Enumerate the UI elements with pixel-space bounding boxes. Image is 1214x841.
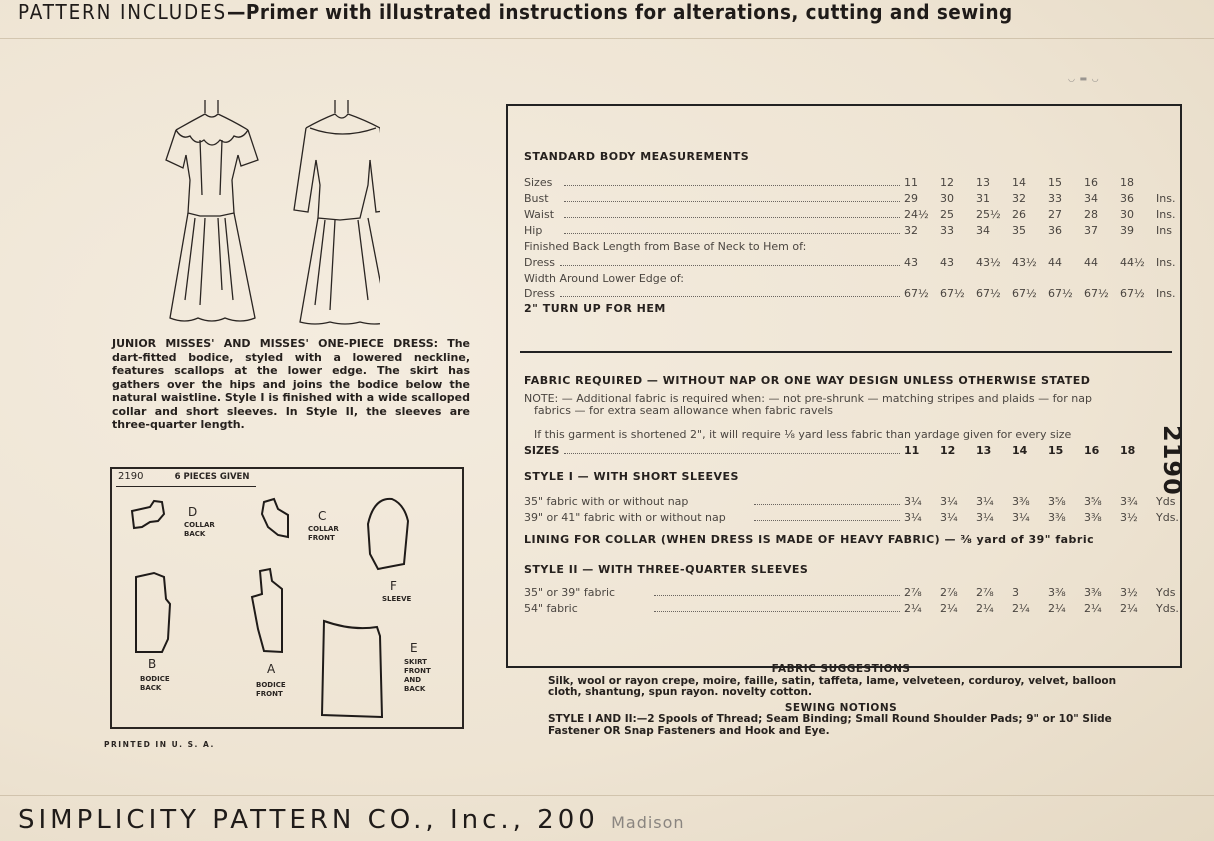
- row-value: 3½: [1120, 586, 1138, 599]
- row-label: Waist: [524, 208, 555, 221]
- row-value: 43½: [1012, 256, 1037, 269]
- measurement-row: [524, 224, 1170, 238]
- row-value: 34: [1084, 192, 1098, 205]
- row-unit: Yds: [1156, 586, 1176, 599]
- row-label: 35" or 39" fabric: [524, 586, 616, 599]
- row-value: 18: [1120, 176, 1134, 189]
- row-value: 15: [1048, 176, 1062, 189]
- row-value: 3⅜: [1084, 511, 1102, 524]
- row-label: Dress: [524, 287, 555, 300]
- style-1-dress-drawing: [166, 100, 258, 321]
- measurement-row: [524, 176, 1170, 190]
- row-value: 43: [904, 256, 918, 269]
- row-label: 39" or 41" fabric with or without nap: [524, 511, 726, 524]
- row-value: 2⅞: [976, 586, 994, 599]
- piece-label-collar-front: COLLAR FRONT: [308, 525, 339, 542]
- dot-leader: [564, 185, 900, 186]
- row-value: 67½: [904, 287, 929, 300]
- sleeve-shape: [368, 499, 408, 569]
- back-length-label: Finished Back Length from Base of Neck to Hem of:: [524, 240, 807, 253]
- bodice-front-shape: [252, 569, 282, 652]
- pattern-description: JUNIOR MISSES' AND MISSES' ONE-PIECE DRESS: The dart-fitted bodice, styled with a lowered neckline, features scallops at the lower edge. The skirt has gathers over the hips and joins the bodice below the natural waistline. Style I is finished with a wide scalloped collar and short sleeves. In Style II, the sleeves are three-quarter length.: [112, 337, 470, 431]
- row-label: Hip: [524, 224, 543, 237]
- row-value: 44½: [1120, 256, 1145, 269]
- dot-leader: [560, 296, 900, 297]
- row-value: 31: [976, 192, 990, 205]
- piece-label-skirt: SKIRT FRONT AND BACK: [404, 658, 431, 693]
- row-value: 2¼: [940, 602, 958, 615]
- row-value: 3¼: [940, 495, 958, 508]
- piece-letter-d: D: [188, 505, 198, 519]
- row-value: 36: [1120, 192, 1134, 205]
- dot-leader: [564, 201, 900, 202]
- printed-in-usa: PRINTED IN U. S. A.: [104, 740, 215, 749]
- fabric-required-title: FABRIC REQUIRED — WITHOUT NAP OR ONE WAY DESIGN UNLESS OTHERWISE STATED: [524, 374, 1091, 387]
- pattern-pieces-box: [110, 467, 464, 729]
- sewing-notions-title: SEWING NOTIONS: [784, 701, 898, 714]
- section-divider: [520, 351, 1172, 353]
- style-2-fabric-row: [524, 602, 1179, 616]
- pieces-pattern-number: 2190: [118, 471, 144, 482]
- bodice-back-shape: [136, 573, 170, 652]
- row-value: 12: [940, 444, 956, 457]
- fold-line: [0, 795, 1214, 796]
- row-value: 11: [904, 444, 920, 457]
- row-unit: Ins.: [1156, 287, 1176, 300]
- row-unit: Ins.: [1156, 208, 1176, 221]
- row-value: 32: [904, 224, 918, 237]
- row-value: 33: [1048, 192, 1062, 205]
- piece-label-bodice-front: BODICE FRONT: [256, 681, 286, 698]
- row-unit: Yds: [1156, 495, 1176, 508]
- piece-letter-b: B: [148, 657, 157, 671]
- dot-leader: [564, 217, 900, 218]
- row-value: 67½: [1048, 287, 1073, 300]
- row-value: 67½: [1012, 287, 1037, 300]
- row-value: 15: [1048, 444, 1064, 457]
- dot-leader: [564, 453, 900, 454]
- row-value: 2¼: [1048, 602, 1066, 615]
- row-value: 29: [904, 192, 918, 205]
- header-rest: —Primer with illustrated instructions for alterations, cutting and sewing: [227, 0, 1013, 24]
- row-unit: Ins.: [1156, 256, 1176, 269]
- row-value: 2⅞: [940, 586, 958, 599]
- width-row: [524, 287, 1176, 301]
- sewing-notions-text: STYLE I AND II:—2 Spools of Thread; Seam Binding; Small Round Shoulder Pads; 9" or 10" Slide Fastener OR Snap Fasteners and Hook and Eye.: [548, 713, 1112, 737]
- row-value: 18: [1120, 444, 1136, 457]
- row-value: 2¼: [976, 602, 994, 615]
- measurements-frame: [506, 104, 1182, 668]
- row-value: 3¼: [976, 495, 994, 508]
- row-value: 44: [1084, 256, 1098, 269]
- row-value: 3⅝: [1084, 495, 1102, 508]
- row-value: 2¼: [1120, 602, 1138, 615]
- row-value: 3½: [1120, 511, 1138, 524]
- row-value: 3⅜: [1048, 586, 1066, 599]
- row-value: 2¼: [904, 602, 922, 615]
- header-lead: PATTERN INCLUDES: [18, 0, 228, 24]
- row-value: 43: [940, 256, 954, 269]
- row-value: 3⅝: [1048, 495, 1066, 508]
- style-1-fabric-row: [524, 511, 1179, 525]
- fabric-note-line-1: NOTE: — Additional fabric is required when: — not pre-shrunk — matching stripes and plaids — for nap: [524, 392, 1092, 405]
- row-label: 35" fabric with or without nap: [524, 495, 689, 508]
- row-value: 13: [976, 176, 990, 189]
- style-2-dress-drawing: [294, 100, 380, 324]
- dot-leader: [560, 265, 900, 266]
- row-value: 26: [1012, 208, 1026, 221]
- style-2-title: STYLE II — WITH THREE-QUARTER SLEEVES: [524, 563, 809, 576]
- pattern-number-vertical: 2190: [1158, 425, 1186, 496]
- row-value: 3: [1012, 586, 1019, 599]
- row-label: Dress: [524, 256, 555, 269]
- row-unit: Ins.: [1156, 192, 1176, 205]
- row-label: Bust: [524, 192, 549, 205]
- row-value: 3¼: [976, 511, 994, 524]
- row-value: 3¼: [904, 511, 922, 524]
- piece-label-collar-back: COLLAR BACK: [184, 521, 215, 538]
- dot-leader: [754, 504, 900, 505]
- row-value: 2¼: [1012, 602, 1030, 615]
- row-value: 12: [940, 176, 954, 189]
- piece-letter-c: C: [318, 509, 327, 523]
- row-unit: Yds.: [1156, 602, 1179, 615]
- piece-label-bodice-back: BODICE BACK: [140, 675, 170, 692]
- row-label: SIZES: [524, 444, 560, 457]
- dress-illustrations: [140, 100, 380, 330]
- row-value: 39: [1120, 224, 1134, 237]
- piece-letter-f: F: [390, 579, 397, 593]
- row-value: 3⅜: [1012, 495, 1030, 508]
- dot-leader: [654, 611, 900, 612]
- dot-leader: [754, 520, 900, 521]
- faded-stamp: ◡ ▬ ◡: [1068, 74, 1100, 83]
- row-value: 34: [976, 224, 990, 237]
- row-value: 16: [1084, 444, 1100, 457]
- fabric-sizes-row: [524, 444, 1170, 458]
- row-value: 24½: [904, 208, 929, 221]
- row-value: 3⅜: [1084, 586, 1102, 599]
- row-value: 37: [1084, 224, 1098, 237]
- fabric-suggestions-title: FABRIC SUGGESTIONS: [771, 663, 911, 675]
- row-value: 44: [1048, 256, 1062, 269]
- piece-letter-a: A: [267, 662, 276, 676]
- row-unit: Ins: [1156, 224, 1172, 237]
- row-value: 33: [940, 224, 954, 237]
- row-value: 13: [976, 444, 992, 457]
- row-value: 30: [1120, 208, 1134, 221]
- style-1-title: STYLE I — WITH SHORT SLEEVES: [524, 470, 739, 483]
- dot-leader: [654, 595, 900, 596]
- company-address-faded: Madison: [611, 813, 685, 832]
- fabric-note-line-3: If this garment is shortened 2", it will require ⅛ yard less fabric than yardage given for every size: [534, 428, 1072, 441]
- header-banner: [18, 0, 1013, 24]
- row-value: 25: [940, 208, 954, 221]
- row-value: 30: [940, 192, 954, 205]
- collar-back-shape: [132, 501, 164, 528]
- row-value: 67½: [1120, 287, 1145, 300]
- pieces-count: 6 PIECES GIVEN: [174, 472, 250, 482]
- row-value: 35: [1012, 224, 1026, 237]
- row-value: 28: [1084, 208, 1098, 221]
- skirt-shape: [322, 621, 382, 717]
- fold-line: [0, 38, 1214, 39]
- style-1-fabric-row: [524, 495, 1176, 509]
- row-value: 36: [1048, 224, 1062, 237]
- row-value: 16: [1084, 176, 1098, 189]
- measurement-row: [524, 208, 1176, 222]
- row-value: 67½: [1084, 287, 1109, 300]
- row-value: 3¼: [904, 495, 922, 508]
- measurement-row: [524, 192, 1176, 206]
- piece-letter-e: E: [410, 641, 418, 655]
- dot-leader: [564, 233, 900, 234]
- row-value: 11: [904, 176, 918, 189]
- body-measurements-title: STANDARD BODY MEASUREMENTS: [524, 150, 750, 163]
- piece-label-sleeve: SLEEVE: [382, 595, 412, 603]
- row-value: 25½: [976, 208, 1001, 221]
- row-value: 32: [1012, 192, 1026, 205]
- row-value: 14: [1012, 176, 1026, 189]
- row-label: 54" fabric: [524, 602, 578, 615]
- hem-note: 2" TURN UP FOR HEM: [524, 302, 666, 315]
- fabric-suggestions-text: Silk, wool or rayon crepe, moire, faille, satin, taffeta, lame, velveteen, corduroy, velvet, balloon cloth, shantung, spun rayon. novelty cotton.: [548, 674, 1117, 698]
- row-value: 67½: [976, 287, 1001, 300]
- row-value: 2⅞: [904, 586, 922, 599]
- fabric-note-line-2: fabrics — for extra seam allowance when fabric ravels: [534, 404, 834, 417]
- collar-front-shape: [262, 499, 288, 537]
- company-footer: [18, 805, 685, 835]
- row-value: 3⅜: [1048, 511, 1066, 524]
- row-value: 3¼: [940, 511, 958, 524]
- row-unit: Yds.: [1156, 511, 1179, 524]
- row-value: 3¼: [1012, 511, 1030, 524]
- row-value: 27: [1048, 208, 1062, 221]
- back-length-row: [524, 256, 1176, 270]
- row-label: Sizes: [524, 176, 553, 189]
- width-label: Width Around Lower Edge of:: [524, 272, 684, 285]
- style-2-fabric-row: [524, 586, 1176, 600]
- row-value: 67½: [940, 287, 965, 300]
- company-name: SIMPLICITY PATTERN CO., Inc., 200: [18, 805, 599, 835]
- row-value: 3¾: [1120, 495, 1138, 508]
- row-value: 2¼: [1084, 602, 1102, 615]
- lining-note: LINING FOR COLLAR (WHEN DRESS IS MADE OF HEAVY FABRIC) — ⅜ yard of 39" fabric: [524, 533, 1095, 546]
- row-value: 43½: [976, 256, 1001, 269]
- fabric-suggestions: [548, 664, 1134, 737]
- row-value: 14: [1012, 444, 1028, 457]
